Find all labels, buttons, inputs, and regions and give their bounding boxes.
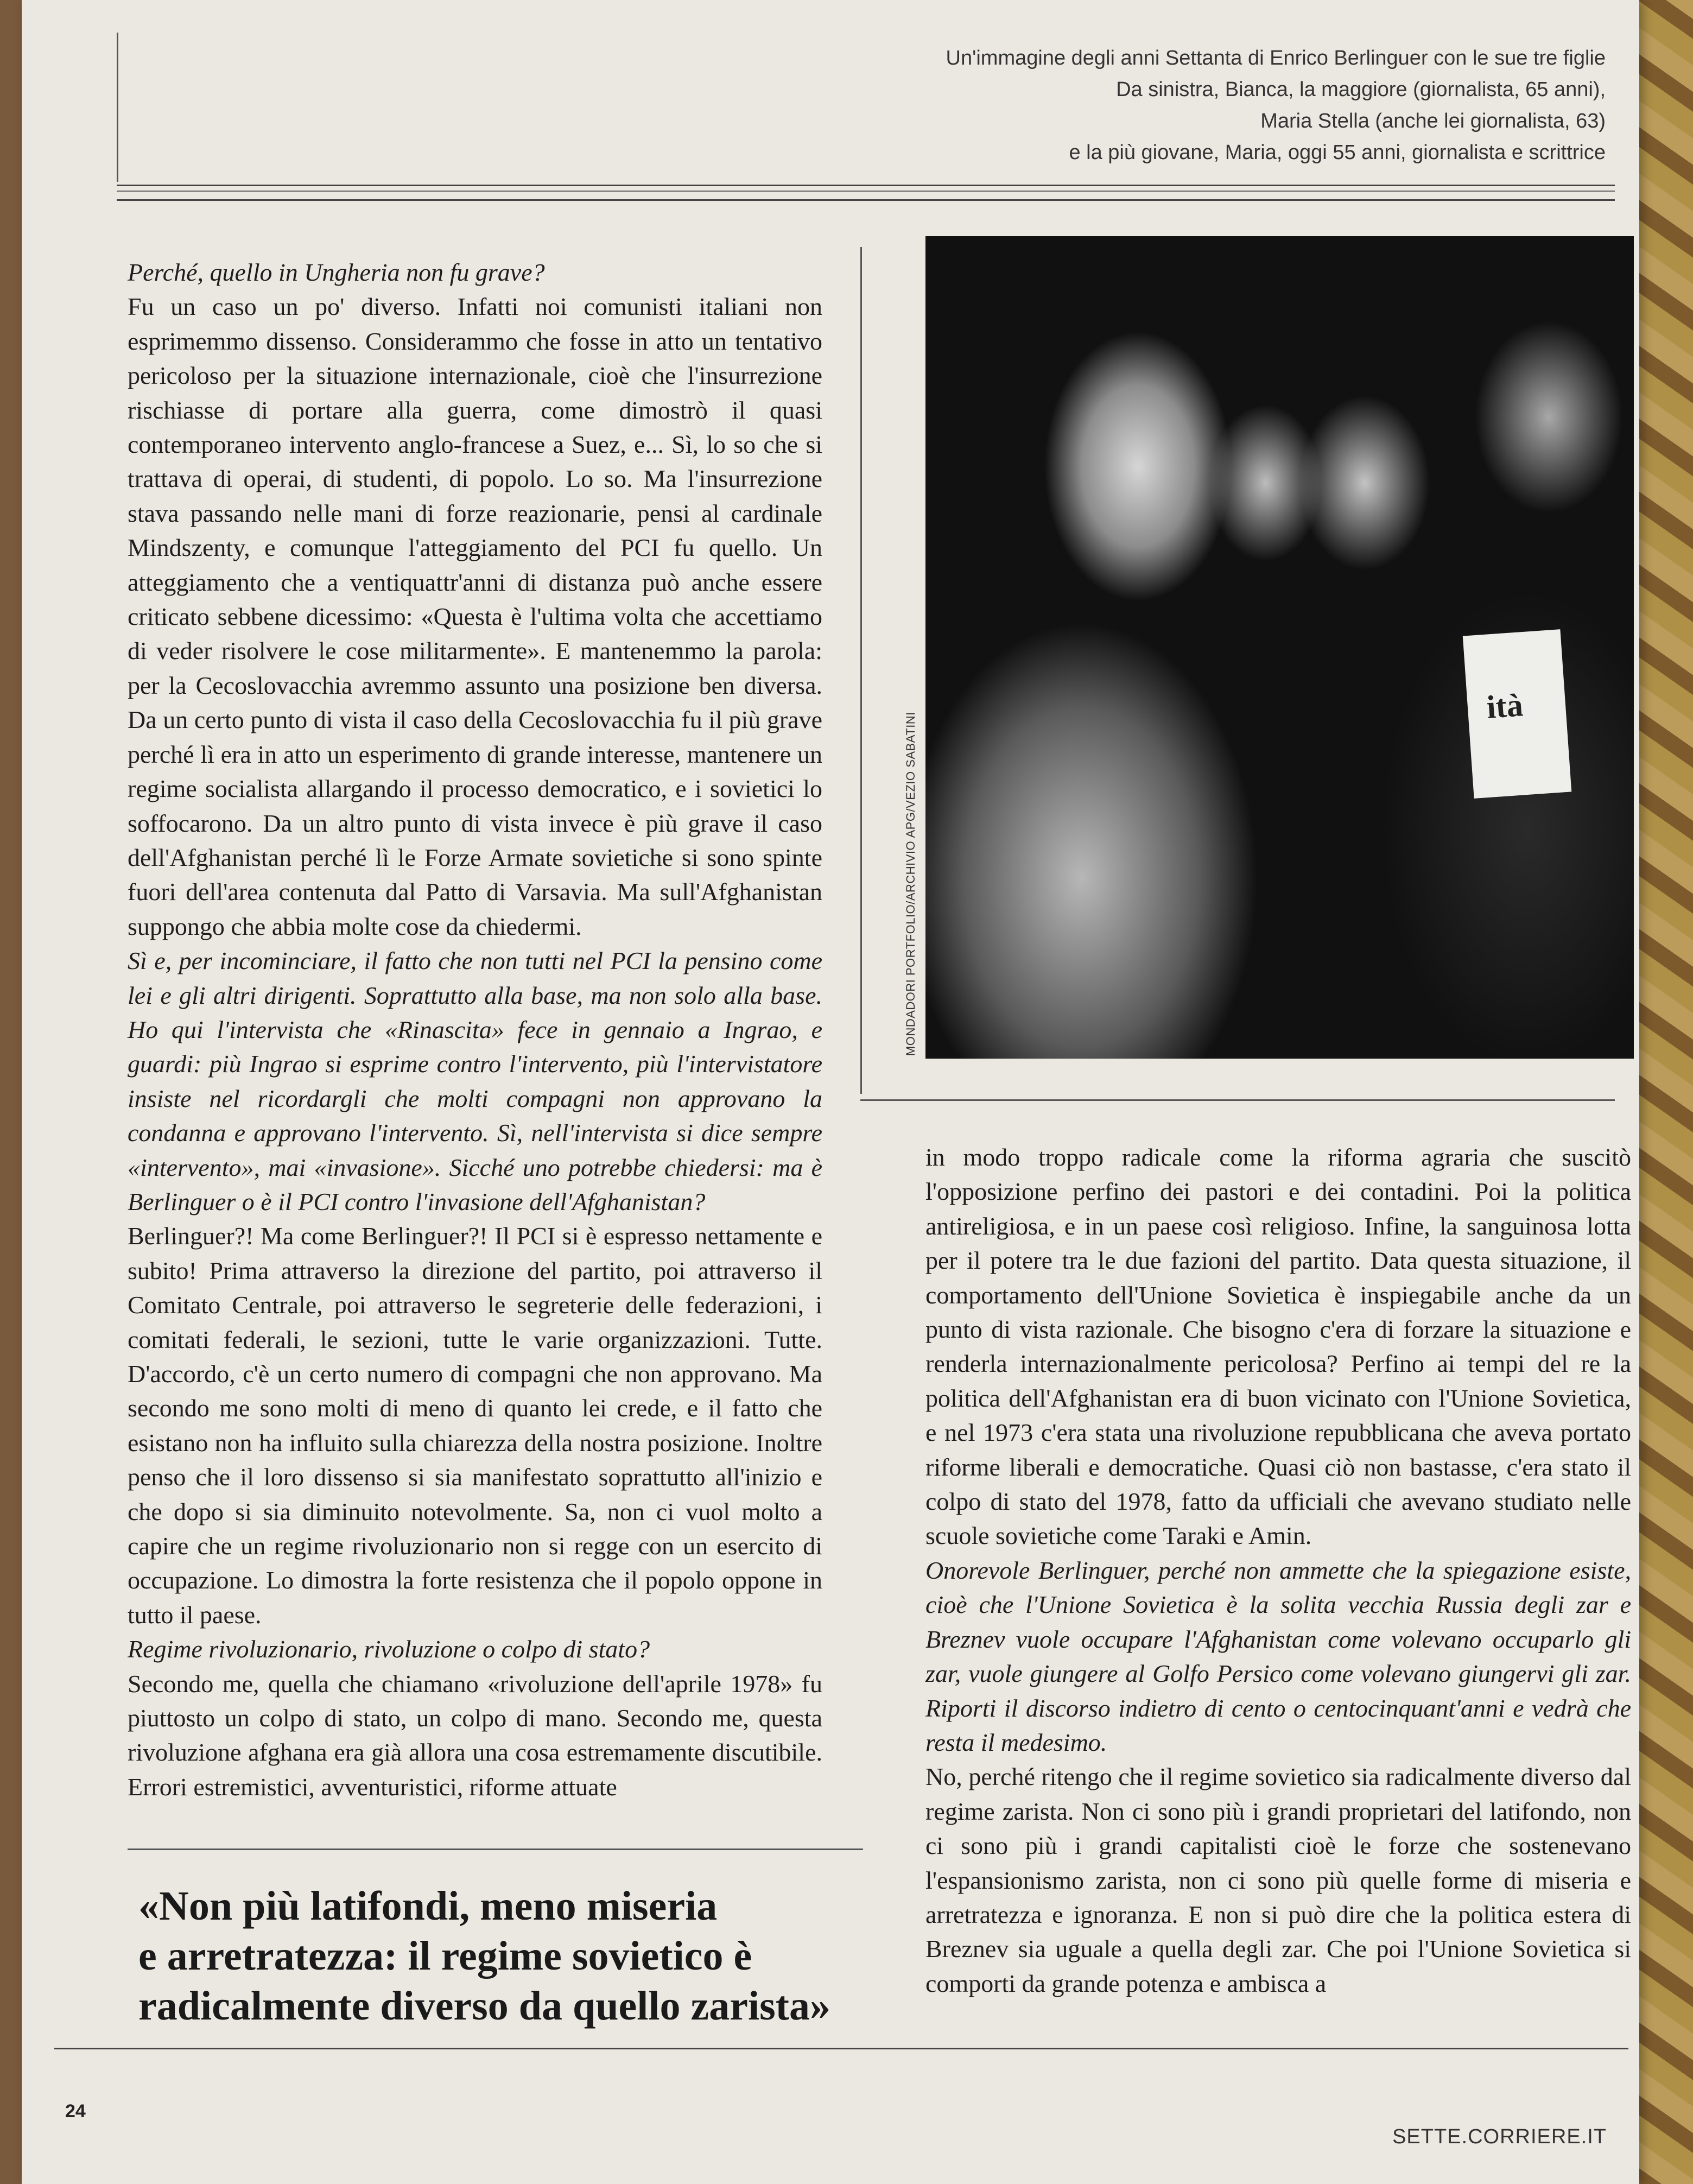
pullquote-line: «Non più latifondi, meno miseria bbox=[138, 1883, 718, 1929]
caption-line: Da sinistra, Bianca, la maggiore (giornalista, 65 anni), bbox=[1116, 78, 1606, 101]
column-divider bbox=[860, 247, 862, 1094]
site-url: SETTE.CORRIERE.IT bbox=[1392, 2125, 1607, 2148]
berlinguer-daughters-photo bbox=[925, 236, 1634, 1059]
question-paragraph: Perché, quello in Ungheria non fu grave? bbox=[128, 258, 545, 286]
answer-paragraph: Secondo me, quella che chiamano «rivoluzione dell'aprile 1978» fu piuttosto un colpo di stato, un colpo di mano. Secondo me, questa rivoluzione afghana era già allora una cosa estremamente discutibile. Errori estremistici, avventuristici, riforme attuate bbox=[128, 1669, 822, 1801]
newspaper-text: ità bbox=[1485, 687, 1524, 725]
answer-paragraph: Fu un caso un po' diverso. Infatti noi comunisti italiani non esprimemmo dissenso. Considerammo che fosse in atto un tentativo pericoloso per la situazione internazionale, cioè che l'insurrezione rischiasse di portare alla guerra, come dimostrò il quasi contemporaneo intervento anglo-francese a Suez, e... Sì, lo so che si trattava di operai, di studenti, di popolo. Lo so. Ma l'insurrezione stava passando nelle mani di forze reazionarie, pensi al cardinale Mindszenty, e comunque l'atteggiamento del PCI fu quello. Un atteggiamento che a ventiquattr'anni di distanza può anche essere criticato sebbene dicessimo: «Questa è l'ultima volta che accettiamo di veder risolvere le cose militarmente». E mantenemmo la parola: per la Cecoslovacchia avremmo assunto una posizione ben diversa. Da un certo punto di vista il caso della Cecoslovacchia fu il più grave perché lì era in atto un esperimento di grande interesse, mantenere un regime socialista allargando il processo democratico, e i sovietici lo soffocarono. Da un altro punto di vista invece è più grave il caso dell'Afghanistan perché lì le Forze Armate sovietiche si sono spinte fuori dell'area contenuta dal Patto di Varsavia. Ma sull'Afghanistan suppongo che abbia molte cose da chiedermi. bbox=[128, 293, 822, 940]
page-number: 24 bbox=[65, 2101, 86, 2122]
photo-caption bbox=[946, 42, 1606, 168]
question-paragraph: Onorevole Berlinguer, perché non ammette che la spiegazione esiste, cioè che l'Unione Sovietica è la solita vecchia Russia degli zar e Breznev vuole occupare l'Afghanistan come volevano occuparlo gli zar, vuole giungere al Golfo Persico come volevano giungervi gli zar. Riporti il discorso indietro di cento o centocinquant'anni e vedrà che resta il medesimo. bbox=[925, 1556, 1631, 1756]
photo-credit: MONDADORI PORTFOLIO/ARCHIVIO APG/VEZIO SABATINI bbox=[904, 712, 917, 1056]
question-paragraph: Regime rivoluzionario, rivoluzione o colpo di stato? bbox=[128, 1635, 650, 1663]
caption-line: Un'immagine degli anni Settanta di Enrico Berlinguer con le sue tre figlie bbox=[946, 47, 1606, 69]
answer-paragraph: No, perché ritengo che il regime sovietico sia radicalmente diverso dal regime zarista. Non ci sono più i grandi proprietari del latifondo, non ci sono più i grandi capitalisti cioè le forze che sostenevano l'espansionismo zarista, non ci sono più quelle forme di miseria e arretratezza e ignoranza. E non si può dire che la politica estera di Breznev sia uguale a quella degli zar. Che poi l'Unione Sovietica si comporti da grande potenza e ambisca a bbox=[925, 1763, 1631, 1997]
footer-rule bbox=[54, 2048, 1628, 2049]
newspaper-prop bbox=[1463, 629, 1571, 799]
pull-quote bbox=[138, 1881, 898, 2031]
question-paragraph: Sì e, per incominciare, il fatto che non tutti nel PCI la pensino come lei e gli altri dirigenti. Soprattutto alla base, ma non solo alla base. Ho qui l'intervista che «Rinascita» fece in gennaio a Ingrao, e guardi: più Ingrao si esprime contro l'intervento, più l'intervistatore insiste nel ricordargli che molti compagni non approvano la condanna e approvano l'intervento. Sì, nell'intervista si dice sempre «intervento», mai «invasione». Sicché uno potrebbe chiedersi: ma è Berlinguer o è il PCI contro l'invasione dell'Afghanistan? bbox=[128, 947, 822, 1216]
caption-box bbox=[117, 33, 1616, 182]
photo-bottom-rule bbox=[860, 1099, 1615, 1101]
header-rules bbox=[117, 185, 1615, 201]
magazine-page bbox=[22, 0, 1639, 2184]
pullquote-rule bbox=[128, 1849, 863, 1850]
right-column bbox=[925, 1140, 1631, 2001]
answer-paragraph: Berlinguer?! Ma come Berlinguer?! Il PCI si è espresso nettamente e subito! Prima attraverso la direzione del partito, poi attraverso il Comitato Centrale, poi attraverso le segreterie delle federazioni, i comitati federali, le sezioni, tutte le varie organizzazioni. Tutte. D'accordo, c'è un certo numero di compagni che non approvano. Ma secondo me sono molti di meno di quanto lei crede, e il fatto che esistano non ha influito sulla chiarezza della nostra posizione. Inoltre penso che il loro dissenso si sia manifestato soprattutto all'inizio e che dopo si sia diminuito notevolmente. Sa, non ci vuol molto a capire che un regime rivoluzionario non si regge con un esercito di occupazione. Lo dimostra la forte resistenza che il popolo oppone in tutto il paese. bbox=[128, 1222, 822, 1629]
caption-line: Maria Stella (anche lei giornalista, 63) bbox=[1260, 110, 1606, 132]
pullquote-line: radicalmente diverso da quello zarista» bbox=[138, 1983, 830, 2029]
caption-line: e la più giovane, Maria, oggi 55 anni, giornalista e scrittrice bbox=[1069, 141, 1606, 164]
left-column bbox=[128, 255, 822, 1804]
answer-paragraph: in modo troppo radicale come la riforma agraria che suscitò l'opposizione perfino dei pastori e dei contadini. Poi la politica antireligiosa, e in un paese così religioso. Infine, la sanguinosa lotta per il potere tra le due fazioni del partito. Data questa situazione, il comportamento dell'Unione Sovietica è inspiegabile anche da un punto di vista razionale. Che bisogno c'era di forzare la situazione e renderla internazionalmente pericolosa? Perfino ai tempi del re la politica dell'Afghanistan era di buon vicinato con l'Unione Sovietica, e nel 1973 c'era stata una rivoluzione repubblicana che aveva portato riforme liberali e democratiche. Quasi ciò non bastasse, c'era stato il colpo di stato del 1978, fatto da ufficiali che avevano studiato nelle scuole sovietiche come Taraki e Amin. bbox=[925, 1143, 1631, 1550]
pullquote-line: e arretratezza: il regime sovietico è bbox=[138, 1933, 752, 1979]
